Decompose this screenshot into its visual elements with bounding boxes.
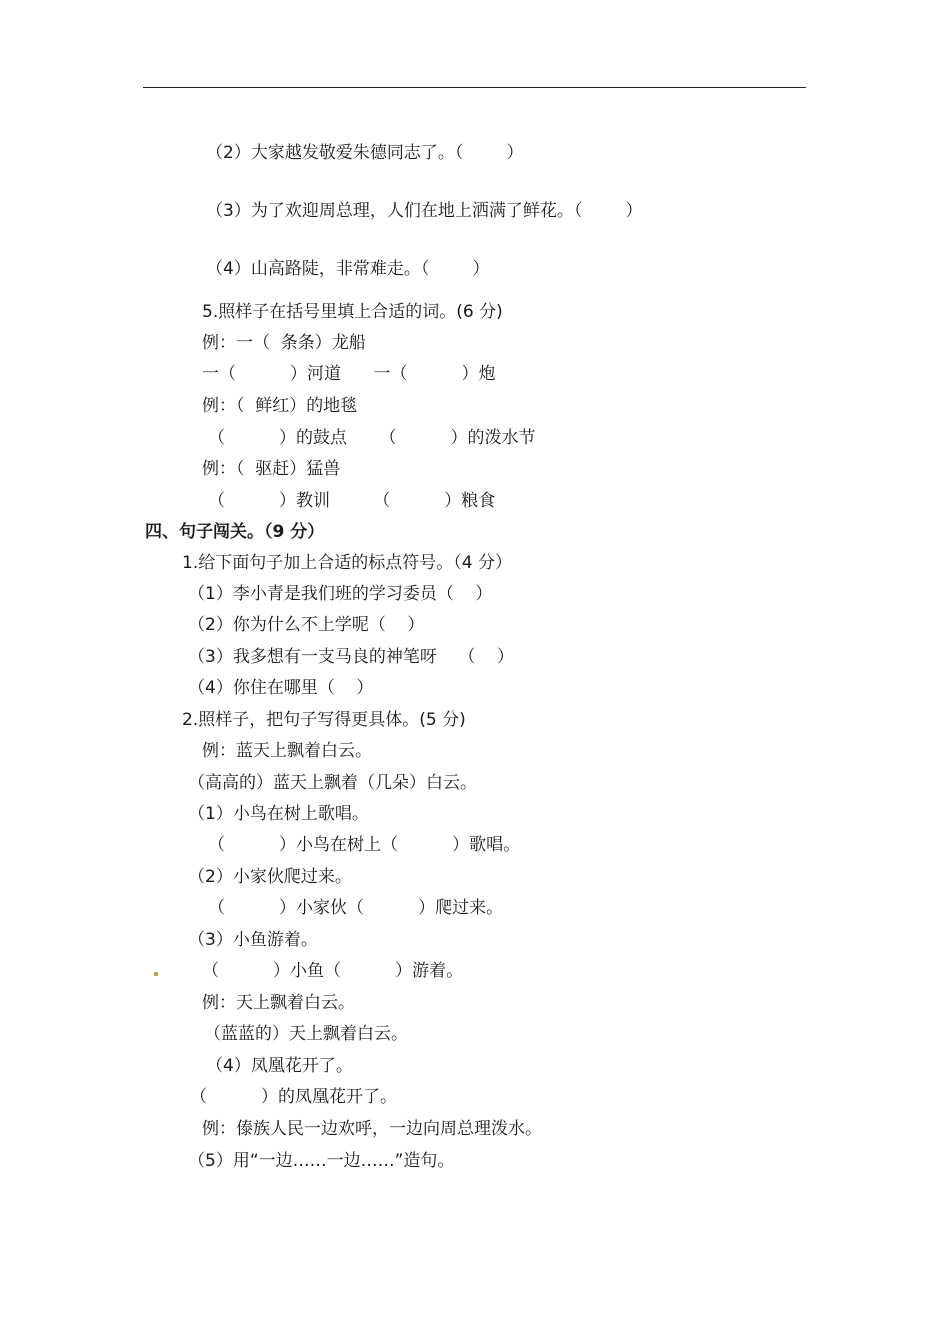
example-line: 例：蓝天上飘着白云。 [202,741,372,761]
question-line: （1）小鸟在树上歌唱。 [188,804,369,824]
question-line: （4）凤凰花开了。 [206,1056,353,1076]
fill-blank-line: （ ）的凤凰花开了。 [190,1087,398,1107]
example-line: 例：（ 驱赶）猛兽 [202,459,341,479]
question-line: （2）小家伙爬过来。 [188,867,352,887]
question-line: （2）你为什么不上学呢（ ） [188,615,425,635]
question-line: （4）山高路陡，非常难走。（ ） [206,259,490,279]
subsection-title: 2.照样子，把句子写得更具体。(5 分) [182,710,466,730]
subsection-title: 1.给下面句子加上合适的标点符号。（4 分） [182,553,512,573]
subsection-title: 5.照样子在括号里填上合适的词。(6 分) [202,302,503,322]
question-line: （4）你住在哪里（ ） [188,678,374,698]
fill-blank-line: （ ）的鼓点 （ ）的泼水节 [208,428,536,448]
stray-mark [154,972,158,976]
example-line: 例：天上飘着白云。 [202,993,355,1013]
example-line: 例：（ 鲜红）的地毯 [202,396,358,416]
fill-blank-line: （ ）小鱼（ ）游着。 [202,961,464,981]
header-rule [143,87,806,88]
example-answer: （高高的）蓝天上飘着（几朵）白云。 [188,773,477,793]
fill-blank-line: （ ）小家伙（ ）爬过来。 [208,898,504,918]
section-heading: 四、句子闯关。（9 分） [145,522,325,542]
question-line: （2）大家越发敬爱朱德同志了。（ ） [206,143,524,163]
question-line: （3）我多想有一支马良的神笔呀 （ ） [188,647,515,667]
example-line: 例：傣族人民一边欢呼，一边向周总理泼水。 [202,1119,542,1139]
fill-blank-line: （ ）教训 （ ）粮食 [208,491,496,511]
example-line: 例：一（ 条条）龙船 [202,333,366,353]
fill-blank-line: （ ）小鸟在树上（ ）歌唱。 [208,835,521,855]
question-line: （5）用“一边……一边……”造句。 [188,1151,455,1171]
example-answer: （蓝蓝的）天上飘着白云。 [204,1024,408,1044]
question-line: （3）小鱼游着。 [188,930,318,950]
question-line: （3）为了欢迎周总理，人们在地上洒满了鲜花。（ ） [206,201,643,221]
question-line: （1）李小青是我们班的学习委员（ ） [188,584,493,604]
fill-blank-line: 一（ ）河道 一（ ）炮 [202,364,496,384]
